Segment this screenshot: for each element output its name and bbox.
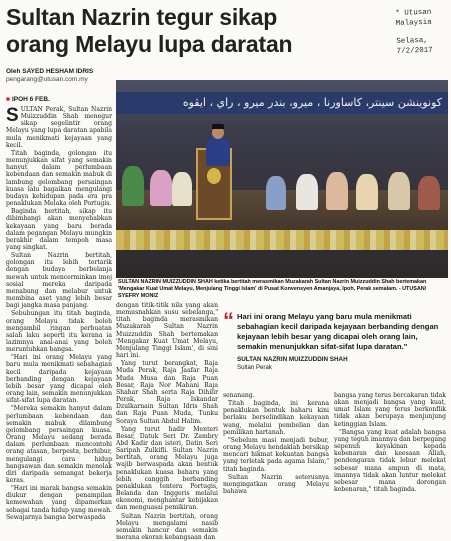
audience-figure (326, 172, 348, 210)
article-paragraph: "Sebelum masi menjadi bubur, orang Melayu hendaklah bersikap mencari hikmat kekuatan bangsa yang terletak pada agama Islam," titah baginda. (223, 436, 329, 473)
dropcap: S (6, 105, 19, 126)
dateline (6, 96, 50, 103)
article-paragraph: Sultan Nazrin seterusnya mengingatkan orang Melayu bahawa (223, 473, 329, 496)
pull-quote-name: SULTAN NAZRIN MUIZZUDDIN SHAH (237, 356, 348, 363)
royal-seal-icon (207, 168, 221, 184)
news-photo (116, 80, 448, 278)
article-column-4 (334, 392, 446, 494)
article-paragraph: bangsa yang terus bercakaran tidak akan menjadi bangsa yang kuat, umat Islam yang terus berkonflik tidak akan berupaya menjunjung ketinggian Islam. (334, 392, 446, 428)
article-paragraph: "Hari ini orang Melayu yang baru mula menikmati sebahagian kecil daripada kejayaan berbanding dengan kejayaan lebih besar yang dicapai oleh orang lain, semakin menunjukkan sifat-sifat lupa daratan. (6, 354, 112, 405)
article-paragraph: dengan titik-titik nila yang akan memusnahkan susu sebelanga," titah baginda merasmikan Muzakarah Sultan Nazrin Muizzuddin Shah bertemakan 'Mengakar Kuat Umat Melayu, Menjulang Tinggi Islam', di sini hari ini. (116, 302, 218, 360)
photo-caption (118, 279, 448, 300)
byline (6, 68, 116, 84)
article-paragraph: Baginda bertitah, sikap itu dibimbangi akan menyebabkan kekayaan yang baru berada dalam pegangan Melayu mungkin berakhir dalam tempoh masa yang singkat. (6, 208, 112, 251)
article-paragraph: Yang turut hadir Menteri Besar, Datuk Seri Dr. Zambry Abd Kadir dan isteri, Datin Seri Saripah Zulkifli. Sultan Nazrin bertitah, orang Melayu juga wajib berwaspada akan bentuk penaklukan kuasa baharu yang lebih canggih berbanding penaklukan tentera Portugis, Belanda dan Inggeris melalui ekonomi, menghantar kebijakan dan menguasai pemikiran. (116, 425, 218, 512)
article-paragraph: Sultan Nazrin bertitah, golongan itu lebih tertarik dengan budaya berbelanja mewah untuk mencerminkan imej sosial mereka daripada menabung dan melabur untuk membina aset yang lebih besar bagi jangka masa panjang. (6, 252, 112, 310)
photo-banner: كونوينشن سينتر، كاساورنا ، ميرو، بندر ميرو ، راي ، ايڤوه (116, 92, 448, 114)
article-paragraph: "Bangsa yang kuat adalah bangsa yang teguh imannya dan berpegang sepenuh keyakinan kepada kebenaran dan keesaan Allah, pendengaran tidak lebur melekat sebesar mana ampun di mata, imannya tidak akan luntur melekat sebesar mana dorongan kebenaran," titah baginda. (334, 428, 446, 494)
sultan-figure (206, 136, 230, 166)
article-paragraph: SULTAN Perak, Sultan Nazrin Muizzuddin Shah menegur sikap segelintir orang Melayu yang lupa daratan apabila mula menikmati kejayaan yang kecil. (6, 105, 112, 149)
audience-figure (266, 176, 286, 210)
caption-text: SULTAN NAZRIN MUIZZUDDIN SHAH ketika bertitah merasmikan Muzakarah Sultan Nazrin Muizzuddin Shah bertemakan 'Mengakar Kuat Umat Melayu, Menjulang Tinggi Islam' di Pusat Konvensyen Amanjaya, Ipoh, Perak semalam. - UTUSAN/ SYEFRY MONIZ (118, 279, 427, 299)
audience-figure (122, 166, 144, 206)
article-paragraph: Sultan Nazrin bertitah, orang Melayu mengalami nasib semakin hancur dan semakin merana ekoran kebangsaan dan (116, 512, 218, 541)
pull-quote-text: Hari ini orang Melayu yang baru mula menikmati sebahagian kecil daripada kejayaan berbanding dengan kejayaan lebih besar yang dicapai oleh orang lain, semakin menunjukkan sifat-sifat lupa daratan." (237, 312, 439, 351)
article-column-2 (116, 302, 218, 541)
songkok-icon (212, 124, 224, 129)
dateline-bullet-icon: ■ (6, 96, 10, 103)
byline-author: Oleh SAYED HESHAM IDRIS (6, 68, 94, 75)
handnote-line-2: Malaysia (395, 18, 432, 28)
article-paragraph: Titah baginda, ini kerana penaklukan bentuk baharu kini berlaku berselindikan kekayaan wang, melalui pembelian dan pemilikan hartanah. (223, 400, 329, 436)
audience-figure (418, 176, 440, 210)
article-paragraph: "Mereka semakin hanyut dalam perlumbaan kebendaan dan semakin mabuk dilambung gelombang persaingan kuasa. Orang Melayu sedang berada dalam perlumbaan mencontohi orang atasan, berpesta, berhibur, mengulangi cara hidup bangsawan dan semakin menolak diri daripada semangat bekerja keras. (6, 405, 112, 484)
article-column-3 (223, 392, 329, 496)
headline (6, 4, 378, 58)
article-paragraph: "Hari ini marak bangsa semakin diukur dengan penampilan kemewahan yang dipamerkan sebagai tanda hidup yang mewah. Sewajarnya bangsa berwaspada (6, 485, 112, 521)
article-paragraph: senanang. (223, 392, 255, 399)
handnote-line-4: 7/2/2017 (396, 46, 433, 56)
pull-quote (223, 308, 447, 371)
article-paragraph: Sebubungan itu titah baginda, orang Melayu tidak boleh mengambil ringan perbuatan salah laku seperti itu kerana ia lazimnya anai-anai yang boleh meruntuhkan bangsa. (6, 310, 112, 354)
handwritten-note (395, 7, 451, 57)
flower-arrangement (116, 230, 448, 250)
pull-quote-role: Sultan Perak (237, 363, 272, 371)
quote-mark-icon: “ (223, 308, 234, 333)
audience-figure (356, 174, 378, 210)
audience-figure (388, 172, 410, 210)
audience-figure (296, 174, 318, 210)
handnote-line-3: Selasa, (396, 36, 428, 46)
article-paragraph: Yang turut berangkat, Raja Muda Perak, Raja Jaafar Raja Muda Musa dan Raja Puan Besar, Raja Nor Mahani Raja Shahar Shah serta Raja Dihilir Perak, Raja Iskandar Dzulkarnain Sultan Idris Shah dan Raja Puan Muda, Tunku Soraya Sultan Abdul Halim. (116, 360, 218, 425)
audience-figure (150, 170, 172, 206)
article-paragraph: Titah baginda, golongan itu menunjukkan sifat yang semakin hanyut dalam perlumbaan kebendaan dan semakin mabuk di lambung gelombang persaingan kuasa lalu bagaikan mengulangi budaya kehidupan pada era pra penaklukan Melaka oleh Portugis. (6, 149, 112, 208)
headline-line-2: orang Melayu lupa daratan (6, 31, 293, 57)
handnote-line-1: * Utusan (395, 8, 432, 18)
audience-figure (172, 172, 192, 206)
byline-email: pengarang@utusan.com.my (6, 76, 88, 83)
dateline-text: IPOH 6 FEB. (11, 96, 50, 103)
headline-line-1: Sultan Nazrin tegur sikap (6, 4, 278, 30)
article-column-1 (6, 105, 112, 521)
